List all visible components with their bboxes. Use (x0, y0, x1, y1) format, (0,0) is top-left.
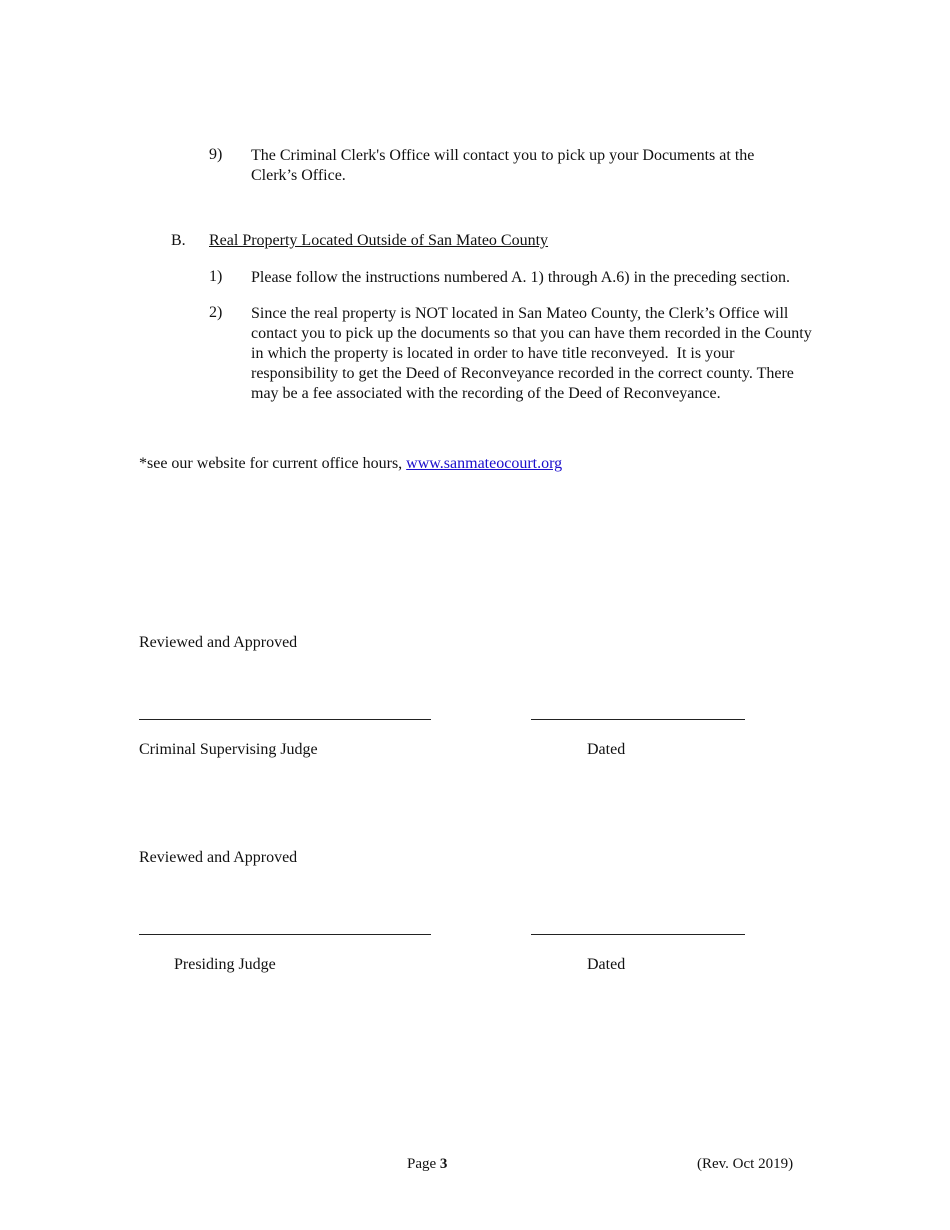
page-number (407, 1156, 447, 1173)
approval-2-date-line (531, 934, 745, 935)
section-b-item-2-line-4: responsibility to get the Deed of Reconveyance recorded in the correct county. There (251, 365, 794, 382)
approval-1-date-label: Dated (587, 741, 626, 758)
section-b-item-2-line-3: in which the property is located in order to have title reconveyed. It is your (251, 345, 735, 362)
website-link[interactable]: www.sanmateocourt.org (406, 455, 563, 472)
item-9-number: 9) (209, 146, 223, 163)
approval-2-heading: Reviewed and Approved (139, 849, 298, 866)
section-b-item-2-line-2: contact you to pick up the documents so that you can have them recorded in the County (251, 325, 812, 342)
approval-1-heading: Reviewed and Approved (139, 634, 298, 651)
section-b-item-2-line-1: Since the real property is NOT located in San Mateo County, the Clerk’s Office will (251, 305, 789, 322)
website-note-text: *see our website for current office hours, (139, 455, 407, 472)
section-b-heading: Real Property Located Outside of San Mateo County (209, 232, 549, 249)
approval-2-signature-line (139, 934, 431, 935)
page-number-value: 3 (439, 1156, 448, 1172)
item-9-line-2: Clerk’s Office. (251, 167, 346, 184)
approval-1-date-line (531, 719, 745, 720)
section-b-item-1-number: 1) (209, 268, 223, 285)
item-9-line-1: The Criminal Clerk's Office will contact you to pick up your Documents at the (251, 147, 755, 164)
website-note (139, 455, 562, 473)
approval-1-signature-line (139, 719, 431, 720)
section-b-letter: B. (171, 232, 186, 249)
section-b-item-2-text (251, 304, 911, 404)
section-b-item-1-line-1: Please follow the instructions numbered A. 1) through A.6) in the preceding section. (251, 269, 790, 286)
section-b-item-2-line-5: may be a fee associated with the recording of the Deed of Reconveyance. (251, 385, 721, 402)
approval-2-date-label: Dated (587, 956, 626, 973)
revision-date: (Rev. Oct 2019) (697, 1156, 794, 1172)
section-b-item-2-number: 2) (209, 304, 223, 321)
page-label: Page (407, 1156, 440, 1172)
approval-1-signer: Criminal Supervising Judge (139, 741, 318, 758)
item-9-text (251, 146, 871, 186)
approval-2-signer: Presiding Judge (174, 956, 276, 973)
section-b-item-1-text (251, 268, 891, 288)
